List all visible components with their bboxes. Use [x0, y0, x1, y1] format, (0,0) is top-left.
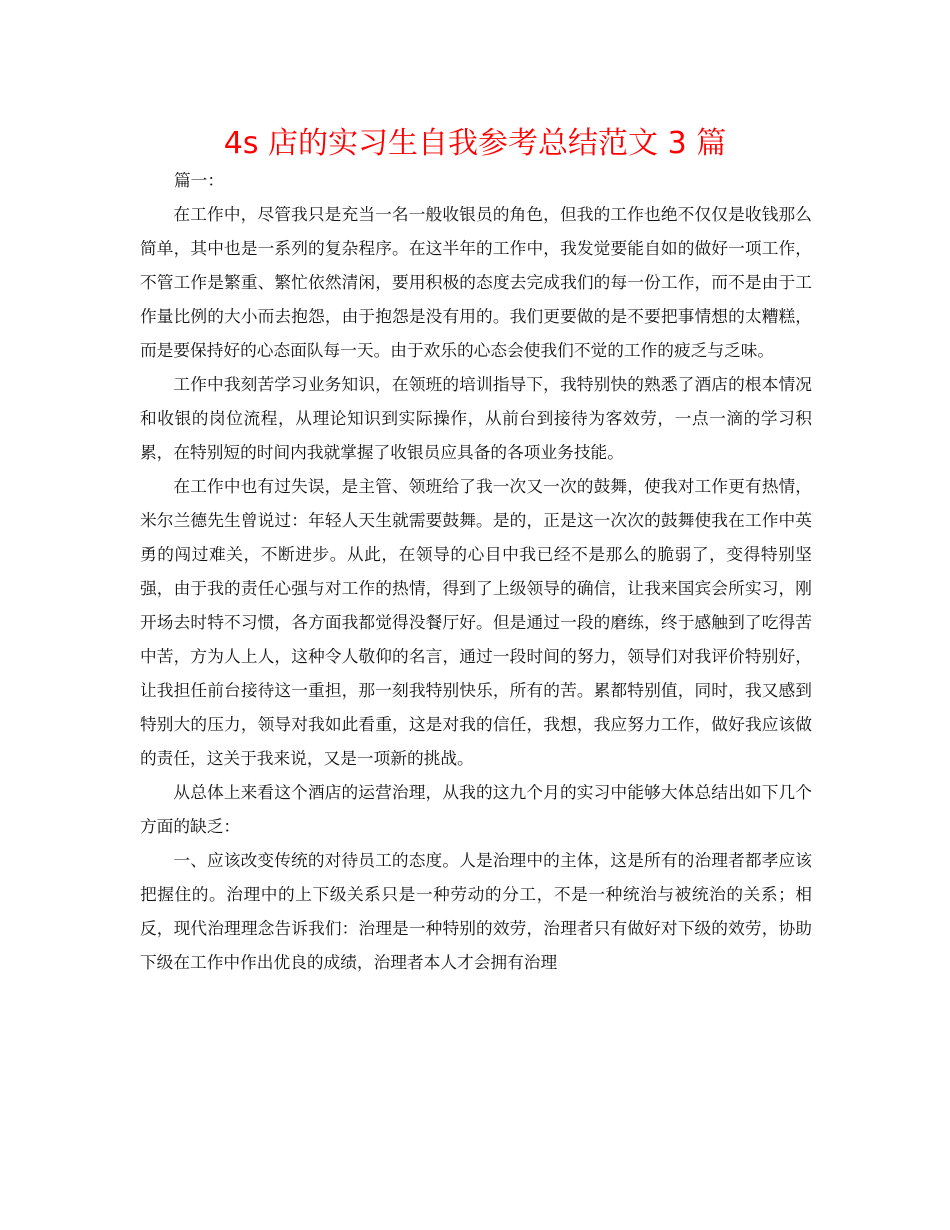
document-body	[140, 163, 812, 979]
section-label: 篇一：	[174, 170, 225, 190]
paragraph: 从总体上来看这个酒店的运营治理，从我的这九个月的实习中能够大体总结出如下几个方面的缺乏：	[140, 782, 812, 836]
document-title: 4s 店的实习生自我参考总结范文 3 篇	[223, 126, 727, 161]
paragraph: 工作中我刻苦学习业务知识，在领班的培训指导下，我特别快的熟悉了酒店的根本情况和收银的岗位流程，从理论知识到实际操作，从前台到接待为客效劳，一点一滴的学习积累，在特别短的时间内我就掌握了收银员应具备的各项业务技能。	[140, 374, 812, 462]
paragraph: 一、应该改变传统的对待员工的态度。人是治理中的主体，这是所有的治理者都孝应该把握住的。治理中的上下级关系只是一种劳动的分工，不是一种统治与被统治的关系；相反，现代治理理念告诉我们：治理是一种特别的效劳，治理者只有做好对下级的效劳，协助下级在工作中作出优良的成绩，治理者本人才会拥有治理	[140, 850, 812, 972]
paragraph: 在工作中，尽管我只是充当一名一般收银员的角色，但我的工作也绝不仅仅是收钱那么简单，其中也是一系列的复杂程序。在这半年的工作中，我发觉要能自如的做好一项工作，不管工作是繁重、繁忙依然清闲，要用积极的态度去完成我们的每一份工作，而不是由于工作量比例的大小而去抱怨，由于抱怨是没有用的。我们更要做的是不要把事情想的太糟糕，而是要保持好的心态面队每一天。由于欢乐的心态会使我们不觉的工作的疲乏与乏味。	[140, 204, 812, 360]
paragraph: 在工作中也有过失误，是主管、领班给了我一次又一次的鼓舞，使我对工作更有热情，米尔兰德先生曾说过：年轻人天生就需要鼓舞。是的，正是这一次次的鼓舞使我在工作中英勇的闯过难关，不断进步。从此，在领导的心目中我已经不是那么的脆弱了，变得特别坚强，由于我的责任心强与对工作的热情，得到了上级领导的确信，让我来国宾会所实习，刚开场去时特不习惯，各方面我都觉得没餐厅好。但是通过一段的磨练，终于感触到了吃得苦中苦，方为人上人，这种令人敬仰的名言，通过一段时间的努力，领导们对我评价特别好，让我担任前台接待这一重担，那一刻我特别快乐，所有的苦。累都特别值，同时，我又感到特别大的压力，领导对我如此看重，这是对我的信任，我想，我应努力工作，做好我应该做的责任，这关于我来说，又是一项新的挑战。	[140, 476, 812, 768]
